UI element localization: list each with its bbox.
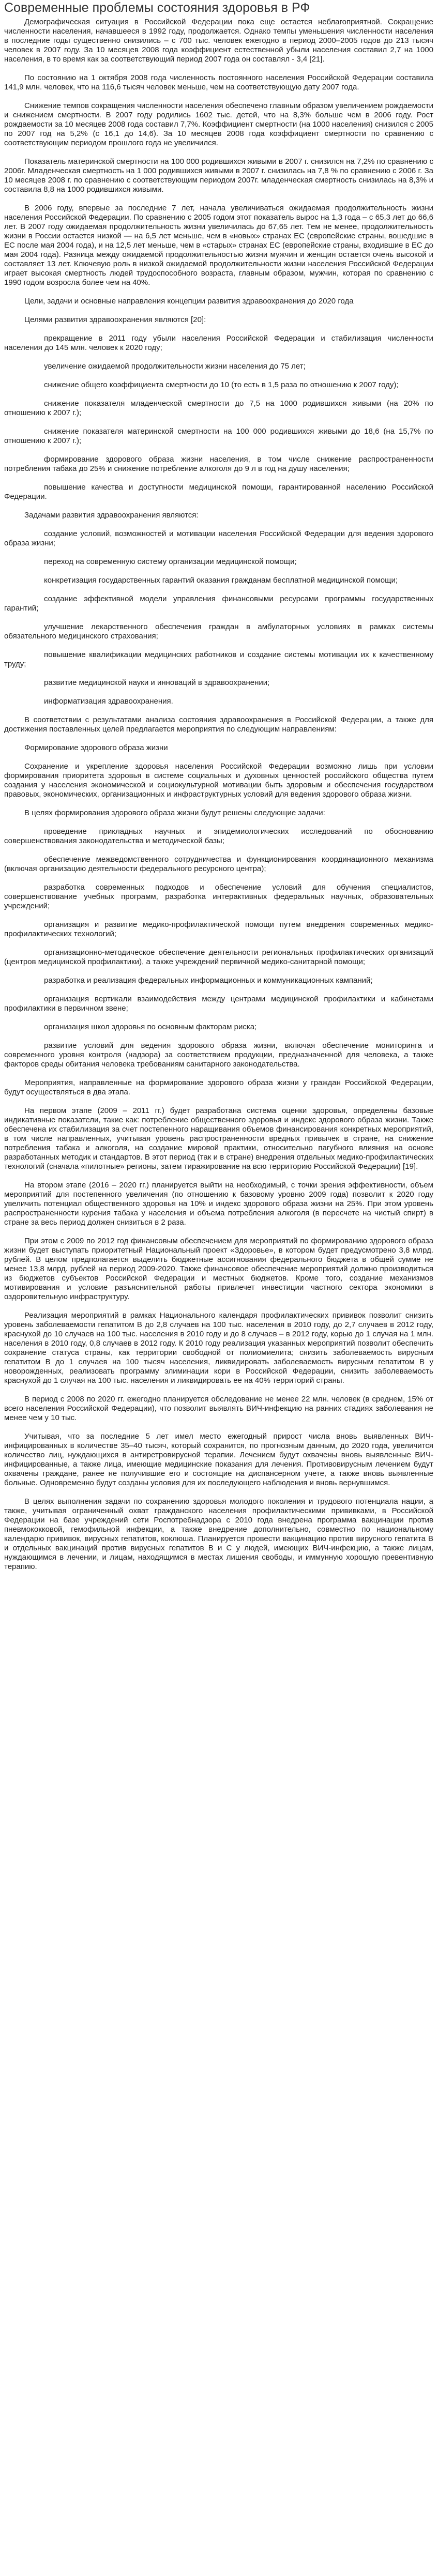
bullet-item bbox=[4, 995, 433, 1013]
bullet-item bbox=[4, 380, 433, 390]
bullet-text: организационно-методическое обеспечение деятельности региональных профилактических организаций (центров медицинской профилактики), а также учреждений первичной медико-санитарной помощи; bbox=[4, 948, 433, 966]
paragraph: Демографическая ситуация в Российской Федерации пока еще остается неблагоприятной. Сокращение численности населения, начавшееся в 1992 году, продолжается. Однако темпы уменьшения численности населения в последние годы существенно снизились – с 700 тыс. человек ежегодно в период 2000–2005 годов до 213 тысяч человек в 2007 году. За 10 месяцев 2008 года коэффициент естественной убыли населения составил 2,7 на 1000 населения, в то время как за соответствующий период 2007 года он составлял - 3,4 [21]. bbox=[4, 18, 433, 64]
paragraph: На первом этапе (2009 – 2011 гг.) будет разработана система оценки здоровья, определены базовые индикативные показатели, такие как: потребление общественного здоровья и индекс здорового образа жизни. Также обеспечена их стабилизация за счет постепенного наращивания объемов финансирования конкретных мероприятий, в том числе направленных, учитывая уровень распространенности вредных привычек в стране, на снижение потребления табака и алкоголя, на создание мировой практики, относительно пагубного влияния на основе разработанных методик и стандартов. В этот период (так и в стране) внедрения отдельных медико-профилактических технологий (сначала «пилотные» регионы, затем тиражирование на всю территорию Российской Федерации) [19]. bbox=[4, 1106, 433, 1171]
paragraph: В целях выполнения задачи по сохранению здоровья молодого поколения и трудового потенциала нации, а также, учитывая ограниченный охват гражданского населения профилактическими прививками, в Российской Федерации на базе учреждений сети Роспотребнадзора с 2010 года внедрена программа вакцинации против пневмококковой, гемофильной инфекции, а также внедрение дополнительно, совместно по национальному календарю прививок, вирусных гепатитов, коклюша. Планируется провести вакцинацию против вирусного гепатита В и отдельных вакцинаций против вирусных гепатитов B и C у людей, имеющих ВИЧ-инфекцию, а также лицам, нуждающимся в лечении, и лицам, находящимся в местах лишения свободы, и иммунную хорошую превентивную терапию. bbox=[4, 1497, 433, 1571]
bullet-item bbox=[4, 362, 433, 371]
bullet-item bbox=[4, 920, 433, 939]
bullet-text: организация вертикали взаимодействия между центрами медицинской профилактики и кабинетами профилактики в первичном звене; bbox=[4, 995, 433, 1013]
bullet-text: развитие условий для ведения здорового образа жизни, включая обеспечение мониторинга и современного уровня контроля (надзора) за соответствием продукции, предназначенной для человека, а также факторов среды обитания человека требованиям санитарного законодательства. bbox=[4, 1041, 433, 1069]
bullet-item bbox=[4, 650, 433, 669]
bullet-text: создание условий, возможностей и мотивации населения Российской Федерации для ведения здорового образа жизни; bbox=[4, 529, 433, 547]
bullet-item bbox=[4, 883, 433, 911]
paragraph: Учитывая, что за последние 5 лет имел место ежегодный прирост числа вновь выявленных ВИЧ-инфицированных в количестве 35–40 тысяч, который сохранится, по прогнозным данным, до 2020 года, увеличится количество лиц, нуждающихся в антиретровирусной терапии. Лечением будут охвачены вновь выявленные ВИЧ-инфицированные, а также лица, имеющие медицинские показания для лечения. Противовирусным лечением будут охвачены граждане, ранее не получившие его и состоящие на диспансерном учете, а также вновь выявленные больные. Одновременно будут созданы условия для их последующего наблюдения и вновь вернувшимся. bbox=[4, 1432, 433, 1487]
paragraph: Целями развития здравоохранения являются [20]: bbox=[24, 315, 206, 324]
paragraph: По состоянию на 1 октября 2008 года численность постоянного населения Российской Федерации составила 141,9 млн. человек, что на 116,6 тысяч человек меньше, чем на соответствующую дату 2007 года. bbox=[4, 73, 433, 92]
bullet-text: разработка и реализация федеральных информационных и коммуникационных кампаний; bbox=[44, 976, 373, 985]
paragraph: Снижение темпов сокращения численности населения обеспечено главным образом увеличением рождаемости и снижением смертности. В 2007 году родились 1602 тыс. детей, что на 8,3% больше чем в 2006 году. Рост рождаемости за 10 месяцев 2008 года составил 7,7%. Коэффициент смертности (на 1000 населения) снизился с 2005 по 2007 год на 5,2% (с 16,1 до 14,6). За 10 месяцев 2008 года коэффициент смертности по сравнению с соответствующим периодом прошлого года не увеличился. bbox=[4, 101, 433, 147]
paragraph: На втором этапе (2016 – 2020 гг.) планируется выйти на необходимый, с точки зрения эффективности, объем мероприятий для постепенного увеличения (по отношению к базовому уровню 2009 года) позволит к 2020 году увеличить потенциал общественного здоровья на 10% и индекс здорового образа жизни на 25%. При этом уровень распространенности курения табака у населения и объема потребления алкоголя (в пересчете на чистый спирт) в стране за весь период должен снизиться в 2 раза. bbox=[4, 1181, 433, 1227]
paragraph: Формирование здорового образа жизни bbox=[24, 743, 168, 752]
paragraph: В 2006 году, впервые за последние 7 лет, начала увеличиваться ожидаемая продолжительность жизни населения Российской Федерации. По сравнению с 2005 годом этот показатель вырос на 1,3 года – с 65,3 лет до 66,6 лет. В 2007 году ожидаемая продолжительность жизни увеличилась до 67,65 лет. Тем не менее, продолжительность жизни в России остается низкой — на 6,5 лет меньше, чем в «новых» странах ЕС (европейские страны, вошедшие в ЕС после мая 2004 года), и на 12,5 лет меньше, чем в «старых» странах ЕС (европейские страны, входившие в ЕС до мая 2004 года). Разница между ожидаемой продолжительностью жизни мужчин и женщин остается очень высокой и составляет 13 лет. Ключевую роль в низкой ожидаемой продолжительности жизни населения Российской Федерации играет высокая смертность людей трудоспособного возраста, главным образом, мужчин, которая по сравнению с 1990 годом возросла более чем на 40%. bbox=[4, 204, 433, 287]
paragraph: Цели, задачи и основные направления концепции развития здравоохранения до 2020 года bbox=[24, 297, 354, 306]
bullet-text: развитие медицинской науки и инноваций в здравоохранении; bbox=[44, 678, 270, 687]
bullet-item bbox=[4, 334, 433, 353]
bullet-text: снижение общего коэффициента смертности до 10 (то есть в 1,5 раза по отношению к 2007 году); bbox=[44, 380, 399, 389]
bullet-item bbox=[4, 827, 433, 846]
paragraph: Мероприятия, направленные на формирование здорового образа жизни у граждан Российской Федерации, будут осуществляться в два этапа. bbox=[4, 1078, 433, 1096]
bullet-text: создание эффективной модели управления финансовыми ресурсами программы государственных гарантий; bbox=[4, 595, 433, 613]
bullet-text: снижение показателя младенческой смертности до 7,5 на 1000 родившихся живыми (на 20% по отношению к 2007 г.); bbox=[4, 399, 433, 417]
bullet-text: снижение показателя материнской смертности на 100 000 родившихся живыми до 18,6 (на 15,7% по отношению к 2007 г.); bbox=[4, 427, 433, 445]
bullet-text: организация и развитие медико-профилактической помощи путем внедрения современных медико-профилактических технологий; bbox=[4, 920, 433, 938]
bullet-item bbox=[4, 697, 433, 706]
bullet-item bbox=[4, 557, 433, 567]
bullet-text: проведение прикладных научных и эпидемиологических исследований по обоснованию совершенствования законодательства и методической базы; bbox=[4, 827, 433, 845]
paragraph: Показатель материнской смертности на 100 000 родившихся живыми в 2007 г. снизился на 7,2% по сравнению с 2006г. Младенческая смертность на 1 000 родившихся живыми в 2007 г. снизилась на 7,8 % по сравнению с 2006 г. За 10 месяцев 2008 г. по сравнению с соответствующим периодом 2007г. младенческая смертность снизилась на 8,3% и составила 8,8 на 1000 родившихся живыми. bbox=[4, 157, 433, 194]
paragraph: При этом с 2009 по 2012 год финансовым обеспечением для мероприятий по формированию здорового образа жизни будет выступать приоритетный Национальный проект «Здоровье», в котором будет предусмотрено 3,8 млрд. рублей. В целом предполагается выделить бюджетные ассигнования федерального бюджета в общей сумме не менее 13,8 млрд. рублей на период 2009-2020. Также финансовое обеспечение мероприятий должно производиться из бюджетов субъектов Российской Федерации и местных бюджетов. Кроме того, создание механизмов мотивирования и условие разъяснительной работы привлечет инвестиции частного сектора экономики в оздоровительную инфраструктуру. bbox=[4, 1237, 433, 1301]
bullet-text: переход на современную систему организации медицинской помощи; bbox=[44, 557, 297, 566]
bullet-text: конкретизация государственных гарантий оказания гражданам бесплатной медицинской помощи; bbox=[44, 576, 398, 585]
bullet-item bbox=[4, 1041, 433, 1069]
bullet-item bbox=[4, 427, 433, 446]
bullet-item bbox=[4, 622, 433, 641]
bullet-item bbox=[4, 678, 433, 688]
bullet-item bbox=[4, 455, 433, 474]
page-title: Современные проблемы состояния здоровья в РФ bbox=[4, 1, 310, 15]
bullet-text: увеличение ожидаемой продолжительности жизни населения до 75 лет; bbox=[44, 362, 306, 371]
paragraph: Реализация мероприятий в рамках Национального календаря профилактических прививок позволит снизить уровень заболеваемости гепатитом В до 2,8 случаев на 100 тыс. населения в 2010 году, до 2,7 случаев в 2012 году, краснухой до 10 случаев на 100 тыс. населения в 2010 году и до 8 случаев – в 2012 году, корью до 1 случая на 1 млн. населения в 2010 году, 0,8 случаев в 2012 году. К 2010 году реализация указанных мероприятий позволит обеспечить сохранение статуса страны, как территории свободной от полиомиелита; снизить заболеваемость вирусным гепатитом В до 1 случаев на 100 тысяч населения, ликвидировать заболеваемость вирусным гепатитом В у новорожденных, реализовать программу элиминации кори в Российской Федерации, снизить заболеваемость краснухой до 1 случая на 100 тыс. населения и ликвидировать ее на 40% территорий страны. bbox=[4, 1311, 433, 1385]
bullet-text: улучшение лекарственного обеспечения граждан в амбулаторных условиях в рамках системы обязательного медицинского страхования; bbox=[4, 622, 433, 641]
article-body bbox=[4, 18, 433, 1572]
bullet-item bbox=[4, 483, 433, 501]
paragraph: В целях формирования здорового образа жизни будут решены следующие задачи: bbox=[24, 809, 325, 817]
bullet-text: повышение качества и доступности медицинской помощи, гарантированной населению Российской Федерации. bbox=[4, 483, 433, 501]
bullet-item bbox=[4, 399, 433, 418]
bullet-item bbox=[4, 595, 433, 613]
bullet-text: информатизация здравоохранения. bbox=[44, 697, 173, 706]
bullet-item bbox=[4, 948, 433, 967]
bullet-item bbox=[4, 529, 433, 548]
paragraph: В соответствии с результатами анализа состояния здравоохранения в Российской Федерации, а также для достижения поставленных целей предлагается мероприятия по следующим направлениям: bbox=[4, 715, 433, 734]
bullet-item bbox=[4, 576, 433, 585]
bullet-text: организация школ здоровья по основным факторам риска; bbox=[44, 1023, 257, 1031]
paragraph: В период с 2008 по 2020 гг. ежегодно планируется обследование не менее 22 млн. человек (в среднем, 15% от всего населения Российской Федерации), что позволит выявлять ВИЧ-инфекцию на ранних стадиях заболевания не менее чем у 10 тыс. bbox=[4, 1395, 433, 1422]
paragraph: Сохранение и укрепление здоровья населения Российской Федерации возможно лишь при условии формирования приоритета здоровья в системе социальных и духовных ценностей российского общества путем создания у населения экономической и социокультурной мотивации быть здоровым и обеспечения государством правовых, экономических, организационных и инфраструктурных условий для ведения здорового образа жизни. bbox=[4, 762, 433, 799]
bullet-text: обеспечение межведомственного сотрудничества и функционирования координационного механизма (включая организацию деятельности федерального ресурсного центра); bbox=[4, 855, 433, 873]
bullet-text: повышение квалификации медицинских работников и создание системы мотивации их к качественному труду; bbox=[4, 650, 433, 668]
bullet-text: формирование здорового образа жизни населения, в том числе снижение распространенности потребления табака до 25% и снижение потребление алкоголя до 9 л в год на душу населения; bbox=[4, 455, 433, 473]
bullet-text: прекращение в 2011 году убыли населения Российской Федерации и стабилизация численности населения до 145 млн. человек к 2020 году; bbox=[4, 334, 433, 352]
bullet-text: разработка современных подходов и обеспечение условий для обучения специалистов, совершенствование учебных программ, разработка интерактивных федеральных научных, образовательных учреждений; bbox=[4, 883, 433, 910]
bullet-item bbox=[4, 855, 433, 874]
bullet-item bbox=[4, 976, 433, 985]
bullet-item bbox=[4, 1023, 433, 1032]
paragraph: Задачами развития здравоохранения являются: bbox=[24, 511, 199, 520]
